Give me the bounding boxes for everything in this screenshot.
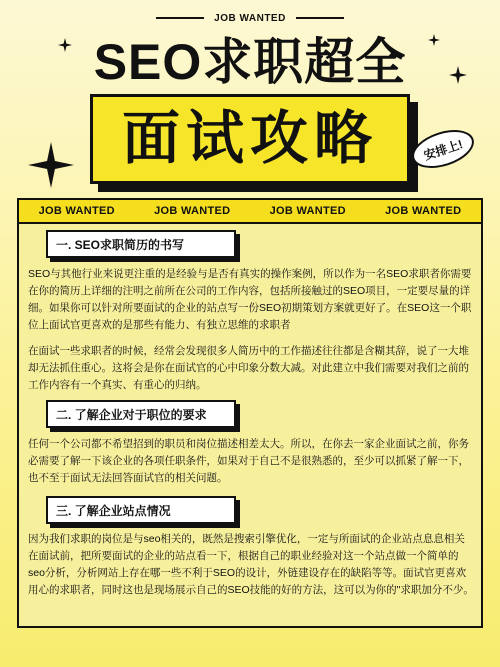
strip-label: JOB WANTED <box>269 205 346 217</box>
strip-label: JOB WANTED <box>154 205 231 217</box>
sparkle-icon <box>28 142 74 188</box>
divider-right <box>296 17 344 19</box>
job-wanted-strip <box>19 200 481 224</box>
section-heading: 二. 了解企业对于职位的要求 <box>46 400 236 428</box>
subtitle-box <box>90 94 410 184</box>
strip-label: JOB WANTED <box>385 205 462 217</box>
strip-label: JOB WANTED <box>38 205 115 217</box>
page-subtitle: 面试攻略 <box>121 106 378 171</box>
section-paragraph: 在面试一些求职者的时候，经常会发现很多人简历中的工作描述往往都是含糊其辞，说了一大堆却无法抓住重心。这将会是你在面试官的心中印象分数大减。对此建立中我们需要对我们之前的工作内容有一个真实、有重心的归纳。 <box>28 345 469 391</box>
badge: 安排上! <box>407 123 478 175</box>
divider-left <box>156 17 204 19</box>
section-paragraph: 因为我们求职的岗位是与seo相关的，既然是搜索引擎优化，一定与所面试的企业站点息息相关在面试前，把所要面试的企业的站点看一下，根据自己的职业经验对这一个站点做一个简单的seo分析，分析网站上存在哪一些不利于SEO的设计，外链建设存在的缺陷等等。面试官更喜欢用心的求职者，同时这也是现场展示自己的SEO技能的好的方法，这可以为你的"求职加分不少。 <box>28 533 474 596</box>
page-title: SEO求职超全 <box>93 34 407 90</box>
section-paragraph: 任何一个公司都不希望招到的职员和岗位描述相差太大。所以，在你去一家企业面试之前，你务必需要了解一下该企业的各项任职条件，如果对于自己不是很熟悉的，至少可以抓紧了解一下，也不至于面试无法回答面试官的相关问题。 <box>28 438 469 484</box>
section-heading: 一. SEO求职简历的书写 <box>46 230 236 258</box>
top-label <box>0 10 500 26</box>
section-paragraph: SEO与其他行业来说更注重的是经验与是否有真实的操作案例，所以作为一名SEO求职者你需要在你的简历上详细的注明之前所在公司的工作内容，包括所接触过的SEO项目，一定要尽量的详细。如果你可以针对所要面试的企业的站点写一份SEO初期策划方案就更好了。在SEO这一个职位上面试官更喜欢的是那些有能力、有独立思维的求职者 <box>28 268 472 331</box>
section-heading: 三. 了解企业站点情况 <box>46 496 236 524</box>
top-label-text: JOB WANTED <box>214 12 286 24</box>
